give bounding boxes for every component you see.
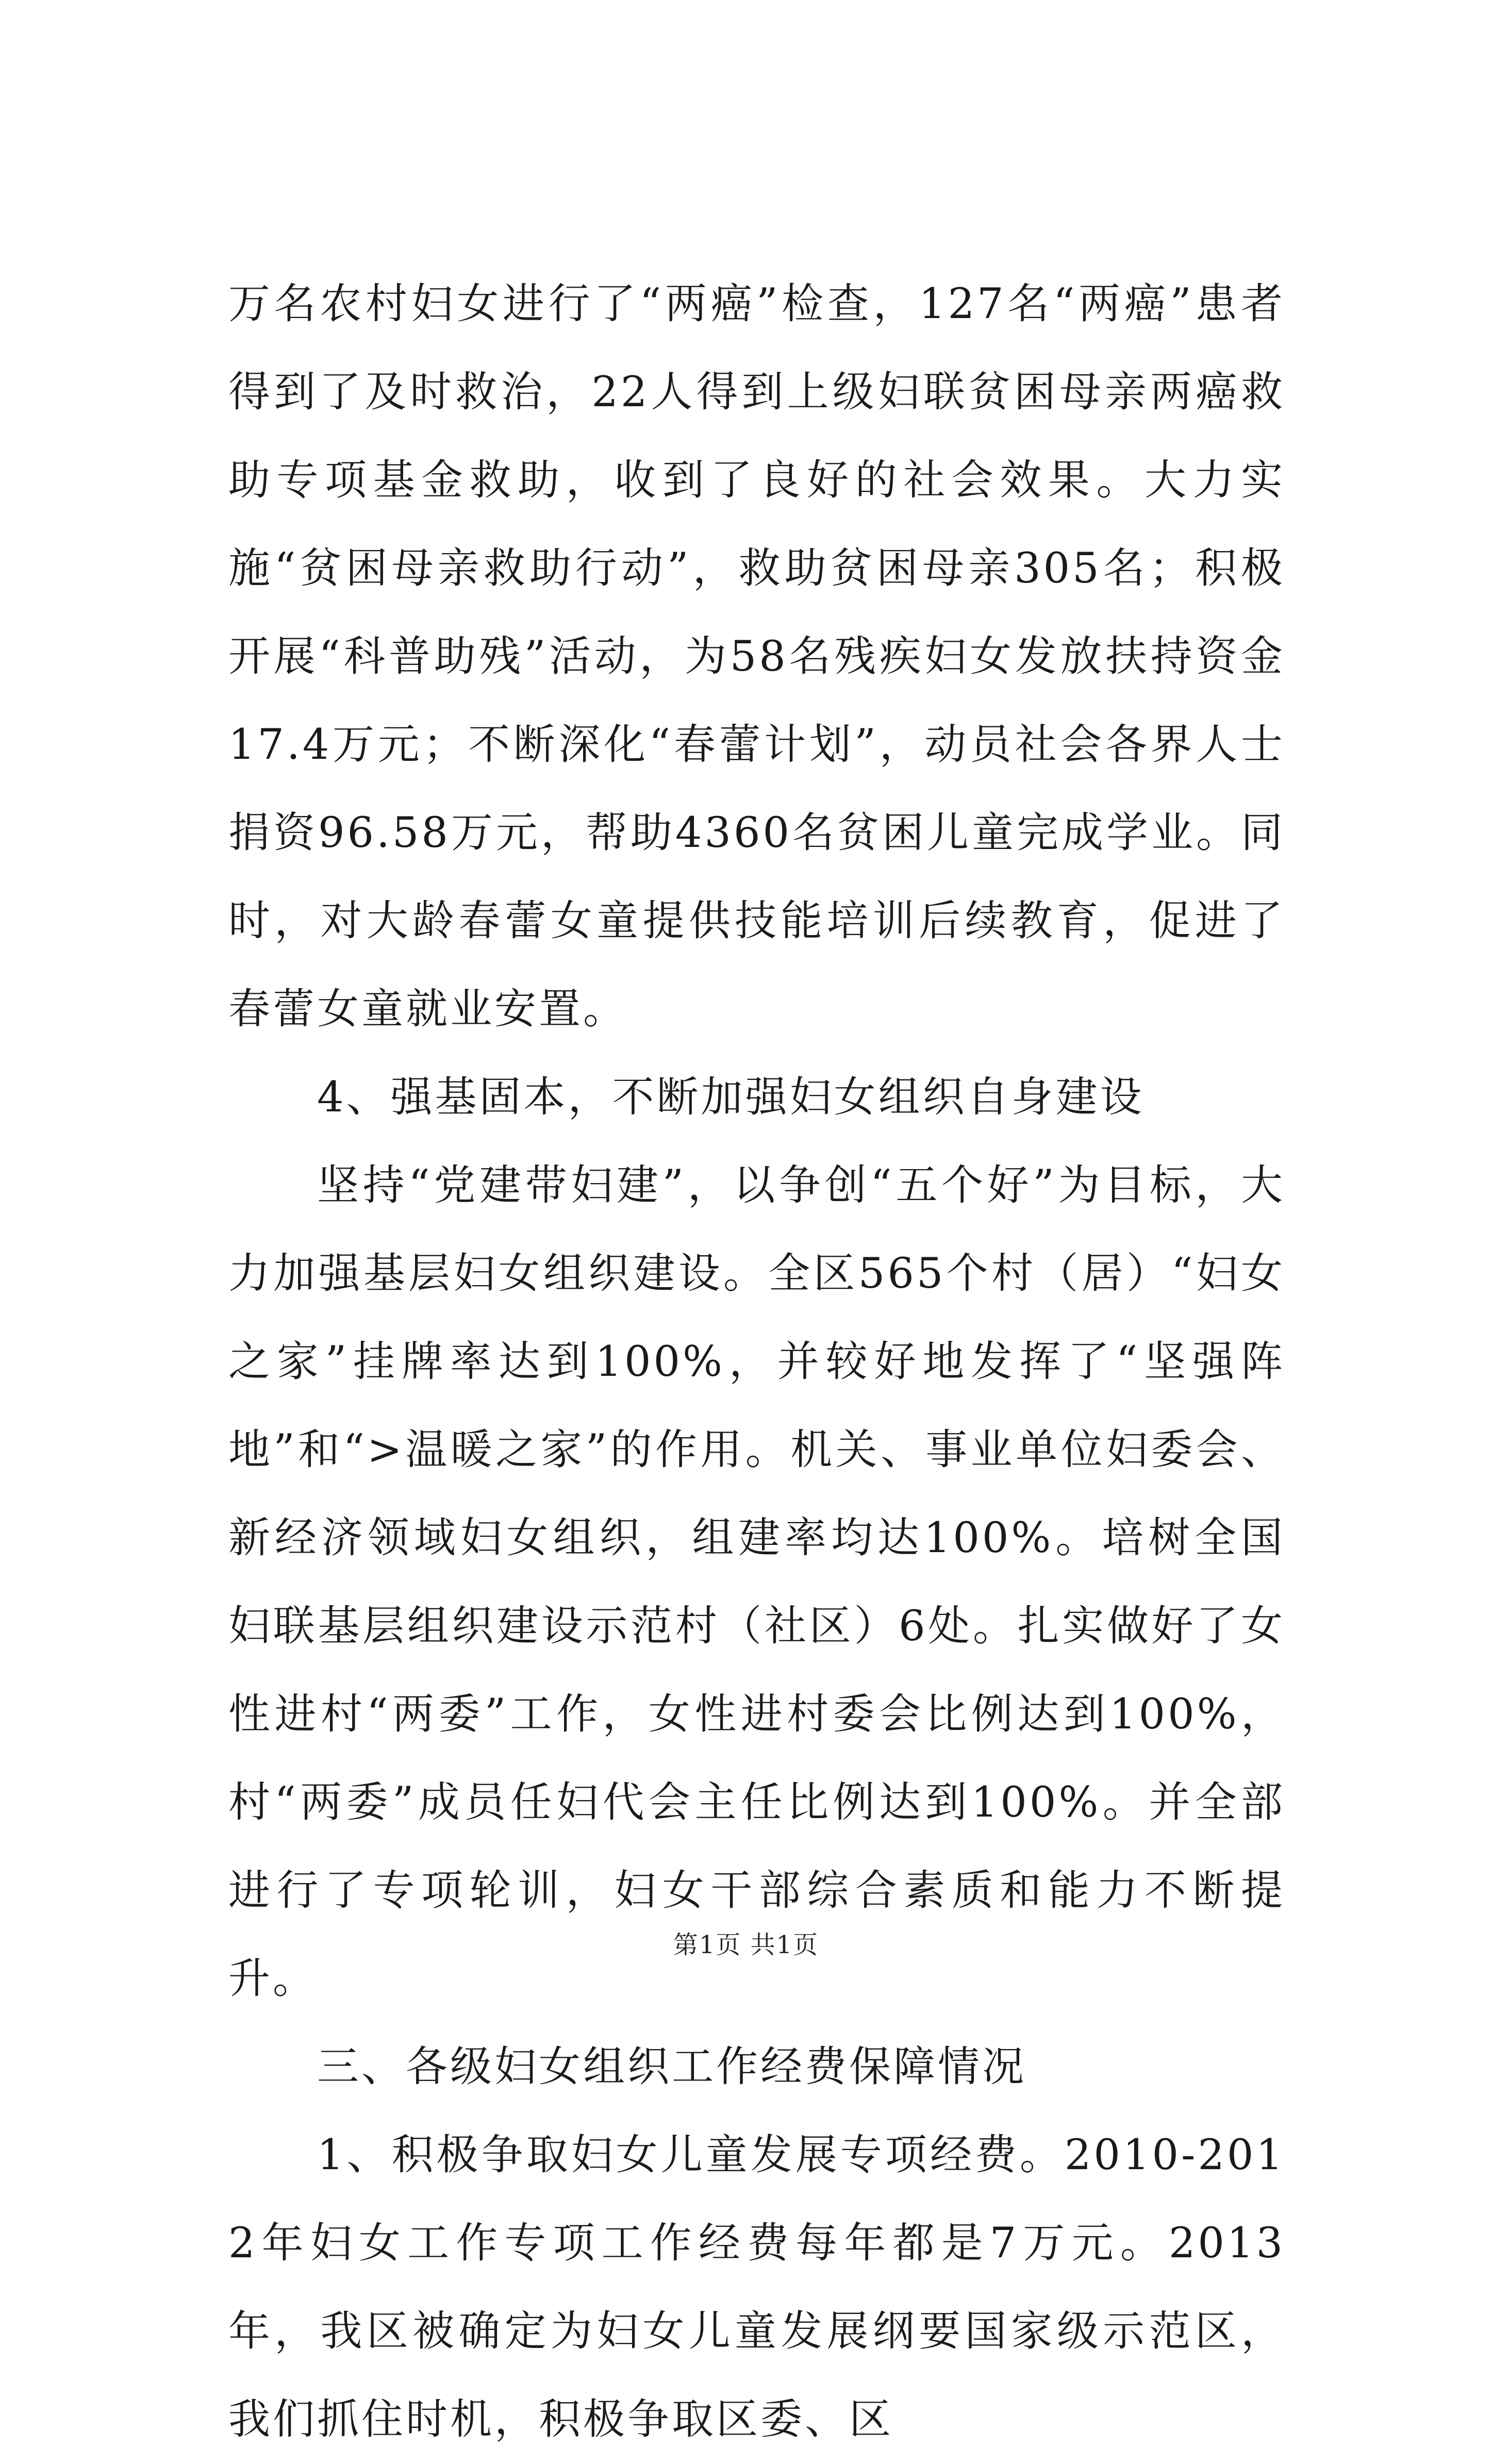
paragraph-continuation: 万名农村妇女进行了“两癌”检查，127名“两癌”患者得到了及时救治，22人得到上级妇联贫困母亲两癌救助专项基金救助，收到了良好的社会效果。大力实施“贫困母亲救助行动”，救助贫困母亲305名；积极开展“科普助残”活动，为58名残疾妇女发放扶持资金17.4万元；不断深化“春蕾计划”，动员社会各界人士捐资96.58万元，帮助4360名贫困儿童完成学业。同时，对大龄春蕾女童提供技能培训后续教育，促进了春蕾女童就业安置。 xyxy=(228,280,1285,1034)
paragraph-organization-building: 坚持“党建带妇建”，以争创“五个好”为目标，大力加强基层妇女组织建设。全区565个村（居）“妇女之家”挂牌率达到100%，并较好地发挥了“坚强阵地”和“>温暖之家”的作用。机关、事业单位妇委会、新经济领域妇女组织，组建率均达100%。培树全国妇联基层组织建设示范村（社区）6处。扎实做好了女性进村“两委”工作，女性进村委会比例达到100%，村“两委”成员任妇代会主任比例达到100%。并全部进行了专项轮训，妇女干部综合素质和能力不断提升。 xyxy=(228,1161,1285,2003)
section-heading-three: 三、各级妇女组织工作经费保障情况 xyxy=(317,2043,1027,2091)
page-footer: 第1页 共1页 xyxy=(673,1930,819,1959)
document-body xyxy=(228,260,1285,2464)
section-heading-4: 4、强基固本，不断加强妇女组织自身建设 xyxy=(317,1073,1145,1122)
paragraph-special-funding: 1、积极争取妇女儿童发展专项经费。2010-2012年妇女工作专项工作经费每年都是7万元。2013年，我区被确定为妇女儿童发展纲要国家级示范区，我们抓住时机，积极争取区委、区 xyxy=(228,2131,1285,2444)
